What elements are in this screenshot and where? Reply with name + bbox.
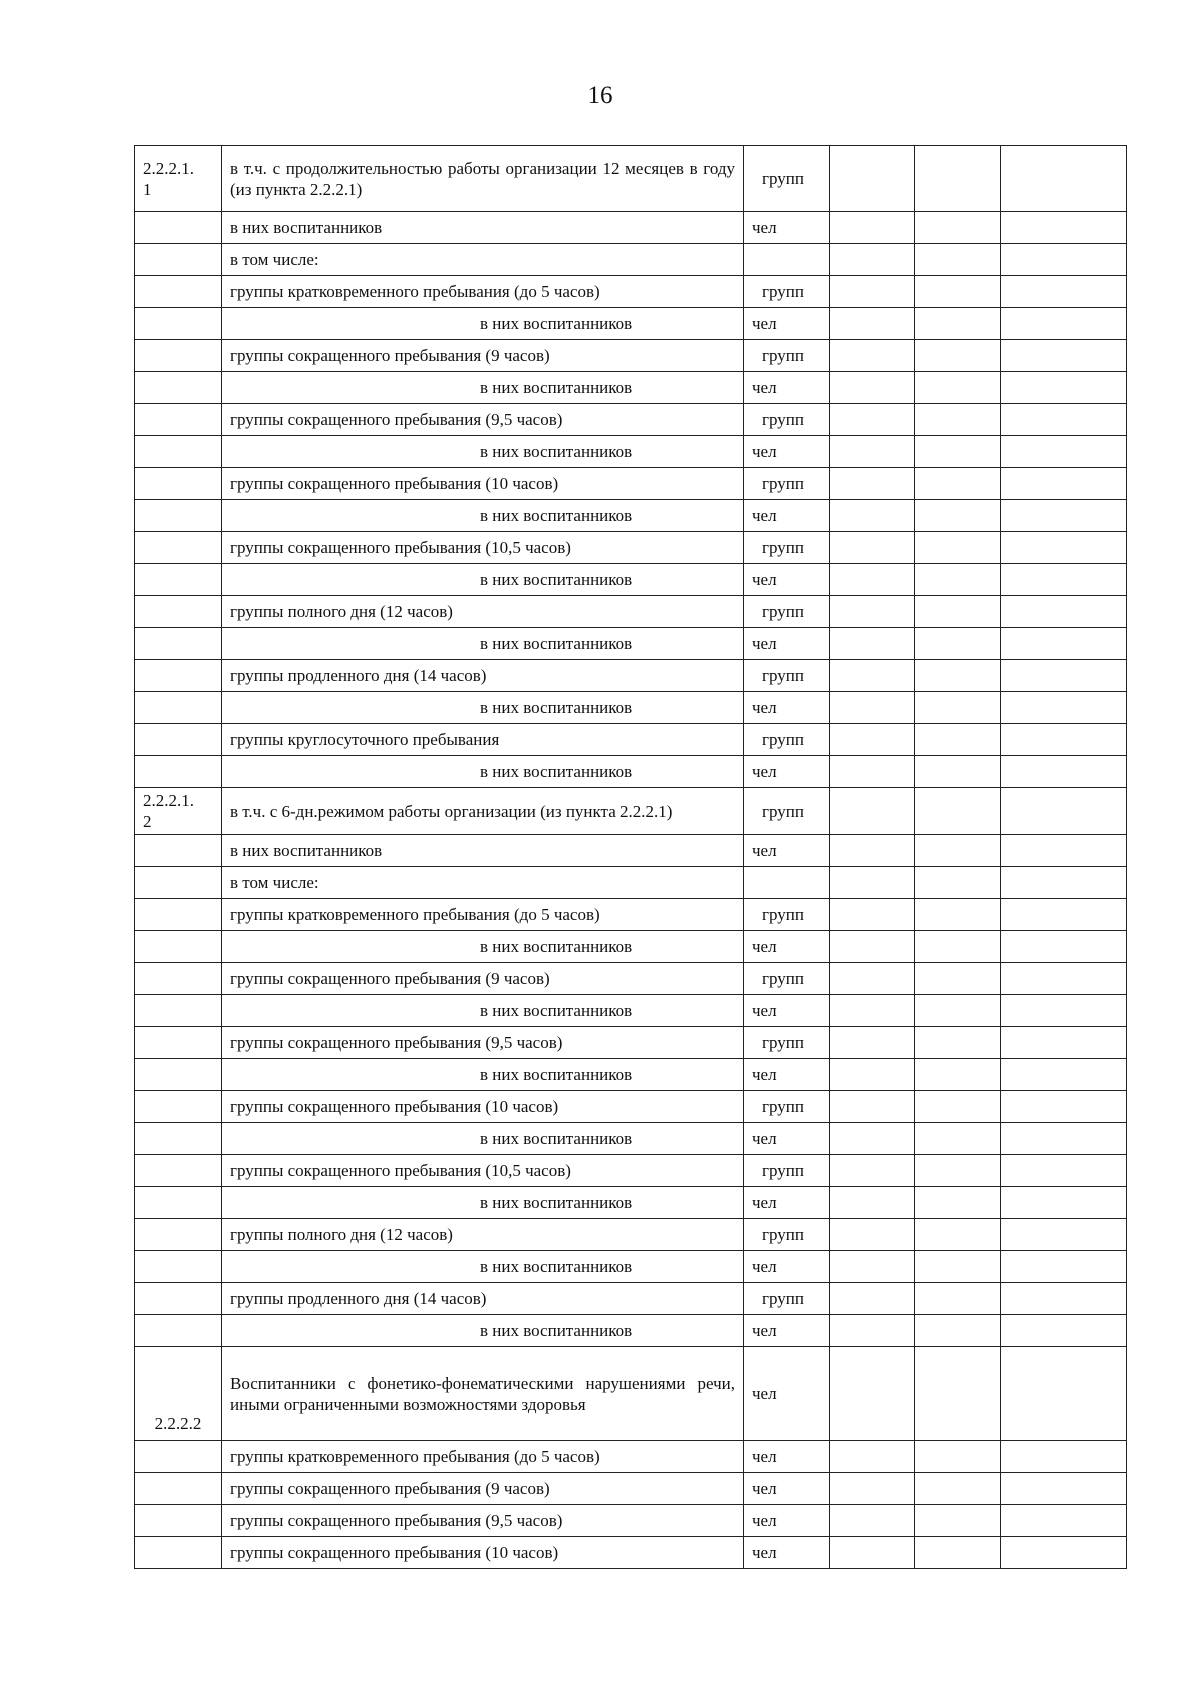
value-cell[interactable] xyxy=(830,1315,915,1347)
value-cell[interactable] xyxy=(830,692,915,724)
table-row xyxy=(135,724,1127,756)
value-cell[interactable] xyxy=(1001,340,1127,372)
row-unit-cell: чел xyxy=(744,1473,830,1505)
value-cell[interactable] xyxy=(915,372,1001,404)
row-unit-cell: групп xyxy=(744,468,830,500)
value-cell[interactable] xyxy=(830,867,915,899)
table-row xyxy=(135,1473,1127,1505)
row-unit-cell: групп xyxy=(744,1283,830,1315)
value-cell[interactable] xyxy=(915,899,1001,931)
value-cell[interactable] xyxy=(830,532,915,564)
row-description-cell: в них воспитанников xyxy=(222,372,744,404)
row-unit-cell: чел xyxy=(744,1441,830,1473)
value-cell[interactable] xyxy=(1001,146,1127,212)
value-cell[interactable] xyxy=(1001,1123,1127,1155)
row-description-cell: группы продленного дня (14 часов) xyxy=(222,1283,744,1315)
value-cell[interactable] xyxy=(915,244,1001,276)
value-cell[interactable] xyxy=(1001,596,1127,628)
row-code-cell xyxy=(135,1027,222,1059)
table-row xyxy=(135,372,1127,404)
value-cell[interactable] xyxy=(915,1473,1001,1505)
value-cell[interactable] xyxy=(830,404,915,436)
row-code-cell xyxy=(135,835,222,867)
value-cell[interactable] xyxy=(915,1537,1001,1569)
row-code-cell xyxy=(135,724,222,756)
value-cell[interactable] xyxy=(1001,1027,1127,1059)
value-cell[interactable] xyxy=(915,564,1001,596)
row-description-cell: в них воспитанников xyxy=(222,1123,744,1155)
value-cell[interactable] xyxy=(1001,1251,1127,1283)
value-cell[interactable] xyxy=(1001,724,1127,756)
row-description-cell: в них воспитанников xyxy=(222,835,744,867)
row-code-cell xyxy=(135,995,222,1027)
row-code-cell xyxy=(135,1441,222,1473)
value-cell[interactable] xyxy=(830,835,915,867)
row-unit-cell: чел xyxy=(744,1347,830,1441)
row-code-cell xyxy=(135,1091,222,1123)
row-description-cell: группы продленного дня (14 часов) xyxy=(222,660,744,692)
value-cell[interactable] xyxy=(915,1441,1001,1473)
row-code-cell xyxy=(135,596,222,628)
row-description-cell: группы кратковременного пребывания (до 5 часов) xyxy=(222,1441,744,1473)
row-description-cell: в них воспитанников xyxy=(222,628,744,660)
value-cell[interactable] xyxy=(1001,500,1127,532)
value-cell[interactable] xyxy=(1001,532,1127,564)
value-cell[interactable] xyxy=(915,1187,1001,1219)
row-unit-cell: групп xyxy=(744,276,830,308)
row-description-cell: группы сокращенного пребывания (10 часов) xyxy=(222,468,744,500)
table-row xyxy=(135,1251,1127,1283)
row-unit-cell: чел xyxy=(744,212,830,244)
row-unit-cell: чел xyxy=(744,1537,830,1569)
row-code-cell xyxy=(135,1283,222,1315)
row-description-cell: в том числе: xyxy=(222,244,744,276)
row-unit-cell: групп xyxy=(744,788,830,835)
value-cell[interactable] xyxy=(830,372,915,404)
row-description-cell: в них воспитанников xyxy=(222,436,744,468)
row-unit-cell: групп xyxy=(744,340,830,372)
value-cell[interactable] xyxy=(915,931,1001,963)
row-unit-cell: групп xyxy=(744,660,830,692)
value-cell[interactable] xyxy=(1001,1283,1127,1315)
value-cell[interactable] xyxy=(830,436,915,468)
row-description-cell: группы сокращенного пребывания (9,5 часов) xyxy=(222,1505,744,1537)
value-cell[interactable] xyxy=(915,1251,1001,1283)
table-row xyxy=(135,660,1127,692)
value-cell[interactable] xyxy=(915,308,1001,340)
row-description-cell: в т.ч. с продолжительностью работы организации 12 месяцев в году (из пункта 2.2.2.1) xyxy=(222,146,744,212)
value-cell[interactable] xyxy=(830,1505,915,1537)
row-unit-cell: групп xyxy=(744,1027,830,1059)
table-row xyxy=(135,500,1127,532)
value-cell[interactable] xyxy=(830,1473,915,1505)
row-description-cell: группы кратковременного пребывания (до 5 часов) xyxy=(222,276,744,308)
table-row xyxy=(135,1441,1127,1473)
row-description-cell: в них воспитанников xyxy=(222,1251,744,1283)
table-row xyxy=(135,835,1127,867)
row-code-cell xyxy=(135,1155,222,1187)
value-cell[interactable] xyxy=(915,404,1001,436)
row-code-cell xyxy=(135,1315,222,1347)
table-row xyxy=(135,963,1127,995)
table-row xyxy=(135,931,1127,963)
row-description-cell: группы сокращенного пребывания (9,5 часов) xyxy=(222,1027,744,1059)
row-description-cell: в т.ч. с 6-дн.режимом работы организации (из пункта 2.2.2.1) xyxy=(222,788,744,835)
row-unit-cell: групп xyxy=(744,596,830,628)
row-unit-cell: чел xyxy=(744,308,830,340)
table-row xyxy=(135,1027,1127,1059)
value-cell[interactable] xyxy=(1001,995,1127,1027)
value-cell[interactable] xyxy=(830,276,915,308)
row-unit-cell: чел xyxy=(744,835,830,867)
row-unit-cell: групп xyxy=(744,532,830,564)
row-code-cell xyxy=(135,372,222,404)
row-unit-cell: чел xyxy=(744,1123,830,1155)
value-cell[interactable] xyxy=(915,1155,1001,1187)
table-row xyxy=(135,532,1127,564)
value-cell[interactable] xyxy=(830,1091,915,1123)
value-cell[interactable] xyxy=(830,1059,915,1091)
value-cell[interactable] xyxy=(830,931,915,963)
value-cell[interactable] xyxy=(1001,660,1127,692)
value-cell[interactable] xyxy=(830,963,915,995)
row-code-cell xyxy=(135,628,222,660)
row-unit-cell: чел xyxy=(744,500,830,532)
value-cell[interactable] xyxy=(1001,1187,1127,1219)
value-cell[interactable] xyxy=(915,1091,1001,1123)
row-code-cell xyxy=(135,404,222,436)
row-code-cell xyxy=(135,660,222,692)
value-cell[interactable] xyxy=(830,1441,915,1473)
row-description-cell: группы сокращенного пребывания (10,5 часов) xyxy=(222,532,744,564)
value-cell[interactable] xyxy=(830,1219,915,1251)
value-cell[interactable] xyxy=(1001,564,1127,596)
value-cell[interactable] xyxy=(1001,276,1127,308)
value-cell[interactable] xyxy=(1001,212,1127,244)
row-description-cell: в них воспитанников xyxy=(222,931,744,963)
row-description-cell: в них воспитанников xyxy=(222,308,744,340)
value-cell[interactable] xyxy=(1001,1315,1127,1347)
value-cell[interactable] xyxy=(1001,692,1127,724)
table-body xyxy=(135,146,1127,1569)
row-code-cell xyxy=(135,244,222,276)
row-unit-cell: чел xyxy=(744,995,830,1027)
row-code-cell xyxy=(135,500,222,532)
row-description-cell: группы сокращенного пребывания (10,5 часов) xyxy=(222,1155,744,1187)
value-cell[interactable] xyxy=(830,724,915,756)
value-cell[interactable] xyxy=(830,564,915,596)
row-unit-cell: чел xyxy=(744,1315,830,1347)
row-description-cell: группы круглосуточного пребывания xyxy=(222,724,744,756)
row-code-cell xyxy=(135,276,222,308)
value-cell[interactable] xyxy=(915,1027,1001,1059)
value-cell[interactable] xyxy=(1001,788,1127,835)
row-unit-cell: групп xyxy=(744,404,830,436)
value-cell[interactable] xyxy=(830,468,915,500)
value-cell[interactable] xyxy=(915,788,1001,835)
table-row xyxy=(135,756,1127,788)
value-cell[interactable] xyxy=(915,963,1001,995)
row-unit-cell: групп xyxy=(744,724,830,756)
row-unit-cell: групп xyxy=(744,963,830,995)
value-cell[interactable] xyxy=(1001,1441,1127,1473)
value-cell[interactable] xyxy=(1001,835,1127,867)
value-cell[interactable] xyxy=(1001,1537,1127,1569)
table-row xyxy=(135,404,1127,436)
value-cell[interactable] xyxy=(1001,436,1127,468)
table-row xyxy=(135,276,1127,308)
value-cell[interactable] xyxy=(915,756,1001,788)
row-code-cell xyxy=(135,436,222,468)
row-unit-cell: групп xyxy=(744,1155,830,1187)
row-description-cell: Воспитанники с фонетико-фонематическими нарушениями речи, иными ограниченными возможностями здоровья xyxy=(222,1347,744,1441)
value-cell[interactable] xyxy=(1001,244,1127,276)
table-row xyxy=(135,1315,1127,1347)
value-cell[interactable] xyxy=(830,1123,915,1155)
row-unit-cell: чел xyxy=(744,931,830,963)
value-cell[interactable] xyxy=(830,1347,915,1441)
value-cell[interactable] xyxy=(915,468,1001,500)
table-row xyxy=(135,244,1127,276)
row-unit-cell: чел xyxy=(744,1505,830,1537)
table-row xyxy=(135,1155,1127,1187)
value-cell[interactable] xyxy=(915,1059,1001,1091)
value-cell[interactable] xyxy=(915,835,1001,867)
row-description-cell: группы сокращенного пребывания (9 часов) xyxy=(222,340,744,372)
row-description-cell: группы полного дня (12 часов) xyxy=(222,596,744,628)
value-cell[interactable] xyxy=(830,628,915,660)
value-cell[interactable] xyxy=(1001,1155,1127,1187)
table-row xyxy=(135,468,1127,500)
page-number: 16 xyxy=(587,82,613,109)
value-cell[interactable] xyxy=(1001,1059,1127,1091)
row-description-cell: в них воспитанников xyxy=(222,1059,744,1091)
row-code-cell xyxy=(135,564,222,596)
value-cell[interactable] xyxy=(1001,963,1127,995)
value-cell[interactable] xyxy=(1001,931,1127,963)
value-cell[interactable] xyxy=(915,1505,1001,1537)
row-description-cell: в них воспитанников xyxy=(222,692,744,724)
value-cell[interactable] xyxy=(830,1027,915,1059)
table-row xyxy=(135,1537,1127,1569)
value-cell[interactable] xyxy=(915,532,1001,564)
value-cell[interactable] xyxy=(830,308,915,340)
value-cell[interactable] xyxy=(915,596,1001,628)
row-code-cell xyxy=(135,1187,222,1219)
row-unit-cell: чел xyxy=(744,1251,830,1283)
row-code-cell xyxy=(135,340,222,372)
value-cell[interactable] xyxy=(830,756,915,788)
value-cell[interactable] xyxy=(915,1315,1001,1347)
row-unit-cell xyxy=(744,244,830,276)
statistics-table xyxy=(134,145,1127,1569)
value-cell[interactable] xyxy=(1001,468,1127,500)
row-code-cell: 2.2.2.1. 1 xyxy=(135,146,222,212)
row-description-cell: в них воспитанников xyxy=(222,756,744,788)
row-unit-cell: чел xyxy=(744,436,830,468)
row-code-cell xyxy=(135,1251,222,1283)
row-code-cell xyxy=(135,1505,222,1537)
table-row xyxy=(135,1219,1127,1251)
value-cell[interactable] xyxy=(915,628,1001,660)
table-row xyxy=(135,340,1127,372)
value-cell[interactable] xyxy=(830,660,915,692)
value-cell[interactable] xyxy=(915,500,1001,532)
row-description-cell: группы сокращенного пребывания (9,5 часов) xyxy=(222,404,744,436)
row-code-cell xyxy=(135,468,222,500)
value-cell[interactable] xyxy=(1001,867,1127,899)
value-cell[interactable] xyxy=(915,1219,1001,1251)
table-row xyxy=(135,1123,1127,1155)
table-row xyxy=(135,1187,1127,1219)
value-cell[interactable] xyxy=(830,500,915,532)
table-row xyxy=(135,564,1127,596)
row-code-cell xyxy=(135,899,222,931)
table-row xyxy=(135,596,1127,628)
row-description-cell: группы сокращенного пребывания (10 часов) xyxy=(222,1537,744,1569)
table-row xyxy=(135,1347,1127,1441)
value-cell[interactable] xyxy=(830,340,915,372)
table-row xyxy=(135,628,1127,660)
value-cell[interactable] xyxy=(830,1187,915,1219)
row-unit-cell: чел xyxy=(744,372,830,404)
value-cell[interactable] xyxy=(1001,756,1127,788)
row-unit-cell: групп xyxy=(744,146,830,212)
row-description-cell: в них воспитанников xyxy=(222,212,744,244)
row-code-cell xyxy=(135,212,222,244)
value-cell[interactable] xyxy=(830,788,915,835)
row-code-cell xyxy=(135,692,222,724)
value-cell[interactable] xyxy=(1001,404,1127,436)
value-cell[interactable] xyxy=(830,1251,915,1283)
value-cell[interactable] xyxy=(915,146,1001,212)
table-row xyxy=(135,692,1127,724)
value-cell[interactable] xyxy=(830,596,915,628)
table-row xyxy=(135,212,1127,244)
row-code-cell xyxy=(135,756,222,788)
value-cell[interactable] xyxy=(1001,1219,1127,1251)
value-cell[interactable] xyxy=(830,1283,915,1315)
table-row xyxy=(135,308,1127,340)
value-cell[interactable] xyxy=(830,1537,915,1569)
row-description-cell: группы сокращенного пребывания (9 часов) xyxy=(222,963,744,995)
row-code-cell xyxy=(135,1473,222,1505)
row-unit-cell: чел xyxy=(744,1187,830,1219)
value-cell[interactable] xyxy=(915,1347,1001,1441)
row-description-cell: группы сокращенного пребывания (9 часов) xyxy=(222,1473,744,1505)
value-cell[interactable] xyxy=(915,436,1001,468)
value-cell[interactable] xyxy=(915,276,1001,308)
value-cell[interactable] xyxy=(830,244,915,276)
value-cell[interactable] xyxy=(915,995,1001,1027)
row-unit-cell: чел xyxy=(744,1059,830,1091)
value-cell[interactable] xyxy=(915,212,1001,244)
table-row xyxy=(135,1091,1127,1123)
row-description-cell: в них воспитанников xyxy=(222,995,744,1027)
row-unit-cell: чел xyxy=(744,628,830,660)
table-row xyxy=(135,995,1127,1027)
value-cell[interactable] xyxy=(915,724,1001,756)
row-code-cell xyxy=(135,532,222,564)
row-unit-cell xyxy=(744,867,830,899)
value-cell[interactable] xyxy=(915,660,1001,692)
row-code-cell: 2.2.2.2 xyxy=(135,1347,222,1441)
value-cell[interactable] xyxy=(1001,1091,1127,1123)
row-unit-cell: чел xyxy=(744,564,830,596)
value-cell[interactable] xyxy=(1001,628,1127,660)
row-unit-cell: групп xyxy=(744,899,830,931)
value-cell[interactable] xyxy=(1001,1505,1127,1537)
row-code-cell xyxy=(135,308,222,340)
table-row xyxy=(135,1505,1127,1537)
row-code-cell xyxy=(135,931,222,963)
row-description-cell: в них воспитанников xyxy=(222,1187,744,1219)
row-code-cell xyxy=(135,1219,222,1251)
row-unit-cell: групп xyxy=(744,1219,830,1251)
value-cell[interactable] xyxy=(830,899,915,931)
table-row xyxy=(135,1059,1127,1091)
table-row xyxy=(135,788,1127,835)
value-cell[interactable] xyxy=(915,692,1001,724)
value-cell[interactable] xyxy=(830,1155,915,1187)
row-description-cell: группы полного дня (12 часов) xyxy=(222,1219,744,1251)
value-cell[interactable] xyxy=(1001,372,1127,404)
row-description-cell: в них воспитанников xyxy=(222,1315,744,1347)
row-unit-cell: чел xyxy=(744,692,830,724)
row-description-cell: в них воспитанников xyxy=(222,564,744,596)
value-cell[interactable] xyxy=(1001,1473,1127,1505)
row-unit-cell: чел xyxy=(744,756,830,788)
row-unit-cell: групп xyxy=(744,1091,830,1123)
table-row xyxy=(135,867,1127,899)
value-cell[interactable] xyxy=(1001,899,1127,931)
row-code-cell xyxy=(135,963,222,995)
row-description-cell: в том числе: xyxy=(222,867,744,899)
row-code-cell: 2.2.2.1. 2 xyxy=(135,788,222,835)
value-cell[interactable] xyxy=(1001,1347,1127,1441)
value-cell[interactable] xyxy=(915,340,1001,372)
value-cell[interactable] xyxy=(915,1283,1001,1315)
value-cell[interactable] xyxy=(830,212,915,244)
row-code-cell xyxy=(135,1537,222,1569)
row-description-cell: группы кратковременного пребывания (до 5 часов) xyxy=(222,899,744,931)
value-cell[interactable] xyxy=(915,1123,1001,1155)
value-cell[interactable] xyxy=(915,867,1001,899)
row-description-cell: в них воспитанников xyxy=(222,500,744,532)
row-description-cell: группы сокращенного пребывания (10 часов) xyxy=(222,1091,744,1123)
row-code-cell xyxy=(135,1059,222,1091)
value-cell[interactable] xyxy=(1001,308,1127,340)
row-code-cell xyxy=(135,867,222,899)
value-cell[interactable] xyxy=(830,146,915,212)
table-row xyxy=(135,436,1127,468)
table-row xyxy=(135,146,1127,212)
value-cell[interactable] xyxy=(830,995,915,1027)
row-code-cell xyxy=(135,1123,222,1155)
table-row xyxy=(135,1283,1127,1315)
table-row xyxy=(135,899,1127,931)
